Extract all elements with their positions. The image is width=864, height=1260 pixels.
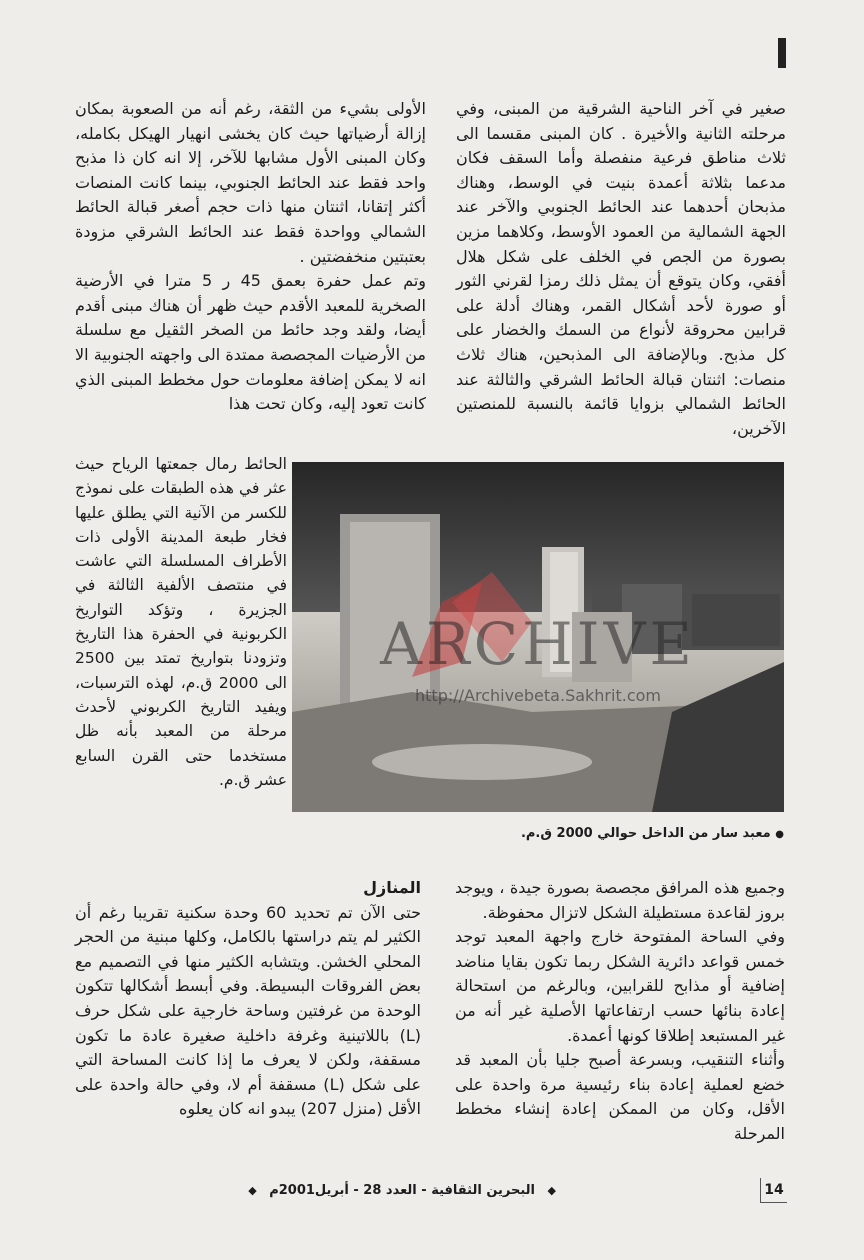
paragraph: وفي الساحة المفتوحة خارج واجهة المعبد توجد خمس قواعد دائرية الشكل ربما تكون بقايا مناضد إضافية أو مذابح للقرابين، وبالرغم من استحالة إعادة بنائها حسب ارتفاعاتها الأصلية غير أنه من غير المستبعد إطلاقا كونها أعمدة. xyxy=(455,927,785,1045)
paragraph: حتى الآن تم تحديد 60 وحدة سكنية تقريبا رغم أن الكثير لم يتم دراستها بالكامل، وكلها مبنية من الحجر المحلي الخشن. ويتشابه الكثير منها في التصميم مع بعض الفروقات البسيطة. وفي أبسط أشكالها تتكون الوحدة من غرفتين وساحة خارجية على شكل حرف (L) باللاتينية وغرفة داخلية صغيرة عادة ما تكون مسقفة، ولكن لا يعرف ما إذا كانت المساحة التي على شكل (L) مسقفة أم لا، وفي حالة واحدة على الأقل (منزل 207) يبدو انه كان يعلوه xyxy=(75,902,422,1119)
page-footer xyxy=(248,1183,564,1198)
caption-text: معبد سار من الداخل حوالي 2000 ق.م. xyxy=(520,826,771,841)
column-marker xyxy=(778,38,786,68)
paragraph: وتم عمل حفرة بعمق 45 ر 5 مترا في الأرضية الصخرية للمعبد الأقدم حيث ظهر أن هناك مبنى أقدم أيضا، ولقد وجد حائط من الصخر الثقيل مع سلسلة من الأرضيات المجصصة ممتدة الى واجهته الجنوبية الا انه لا يمكن إضافة معلومات حول مخطط المبنى الذي كانت تعود إليه، وكان تحت هذا xyxy=(75,271,427,414)
footer-text: البحرين الثقافية - العدد 28 - أبريل2001م xyxy=(269,1183,535,1198)
caption-bullet-icon: ● xyxy=(775,829,784,840)
article-column-right-bottom xyxy=(455,876,785,1147)
page-number: 14 xyxy=(760,1178,787,1203)
paragraph: صغير في آخر الناحية الشرقية من المبنى، وفي مرحلته الثانية والأخيرة . كان المبنى مقسما الى ثلاث مناطق فرعية منفصلة وأما السقف فكان مدعما بثلاثة أعمدة بنيت في الوسط، وهناك مذبحان أحدهما عند الحائط الجنوبي والآخر عند الجهة الشمالية من العمود الأوسط، وكلاهما مزين بصورة من الجص في الخلف على شكل هلال أفقي، وكان يتوقع أن يمثل ذلك رمزا لقرني الثور أو صورة لأحد أشكال القمر، وهناك أدلة على قرابين محروقة لأنواع من السمك والخضار على كل مذبح. وبالإضافة الى المذبحين، هناك ثلاث منصات: اثنتان قبالة الحائط الشرقي والثالثة عند الحائط الشمالي بزوايا قائمة بالنسبة للمنصتين الآخرين، xyxy=(456,99,786,438)
diamond-icon: ◆ xyxy=(248,1184,257,1197)
photo-caption xyxy=(372,826,784,841)
archive-watermark xyxy=(292,462,784,812)
article-column-right-top xyxy=(456,97,786,441)
paragraph: الحائط رمال جمعتها الرياح حيث عثر في هذه الطبقات على نموذج للكسر من الآنية التي يطلق عليها فخار طبعة المدينة الأولى ذات الأطراف المسلسلة التي عاشت في منتصف الألفية الثالثة في الجزيرة ، وتؤكد التواريخ الكربونية في الحفرة هذا التاريخ وتزودنا بتواريخ تمتد بين 2500 الى 2000 ق.م، لهذه الترسبات، ويفيد التاريخ الكربوني لأحدث مرحلة من المعبد بأنه ظل مستخدما حتى القرن السابع عشر ق.م. xyxy=(75,455,287,789)
paragraph: وأثناء التنقيب، وبسرعة أصبح جليا بأن المعبد قد خضع لعملية إعادة بناء رئيسية مرة واحدة على الأقل، وكان من الممكن إعادة إنشاء مخطط المرحلة xyxy=(455,1050,785,1143)
diamond-icon: ◆ xyxy=(547,1184,556,1197)
paragraph: وجميع هذه المرافق مجصصة بصورة جيدة ، ويوجد بروز لقاعدة مستطيلة الشكل لاتزال محفوظة. xyxy=(455,878,785,922)
article-column-wrap xyxy=(75,452,287,792)
paragraph: الأولى بشيء من الثقة، رغم أنه من الصعوبة بمكان إزالة أرضياتها حيث كان يخشى انهيار الهيكل بكامله، وكان المبنى الأول مشابها للآخر، إلا انه كان ذا مذبح واحد فقط عند الحائط الجنوبي، بينما كانت المنصات أكثر إتقانا، اثنتان منها ذات حجم أصغر قبالة الحائط الشمالي وواحدة فقط عند الحائط الشرقي مزودة بعتبتين منخفضتين . xyxy=(75,99,426,266)
article-column-left-bottom xyxy=(75,876,421,1122)
watermark-title: ARCHIVE xyxy=(380,610,696,678)
temple-photo xyxy=(292,462,784,812)
article-column-left-top xyxy=(75,97,426,417)
section-heading: المنازل xyxy=(363,878,421,897)
watermark-url: http://Archivebeta.Sakhrit.com xyxy=(415,686,661,705)
